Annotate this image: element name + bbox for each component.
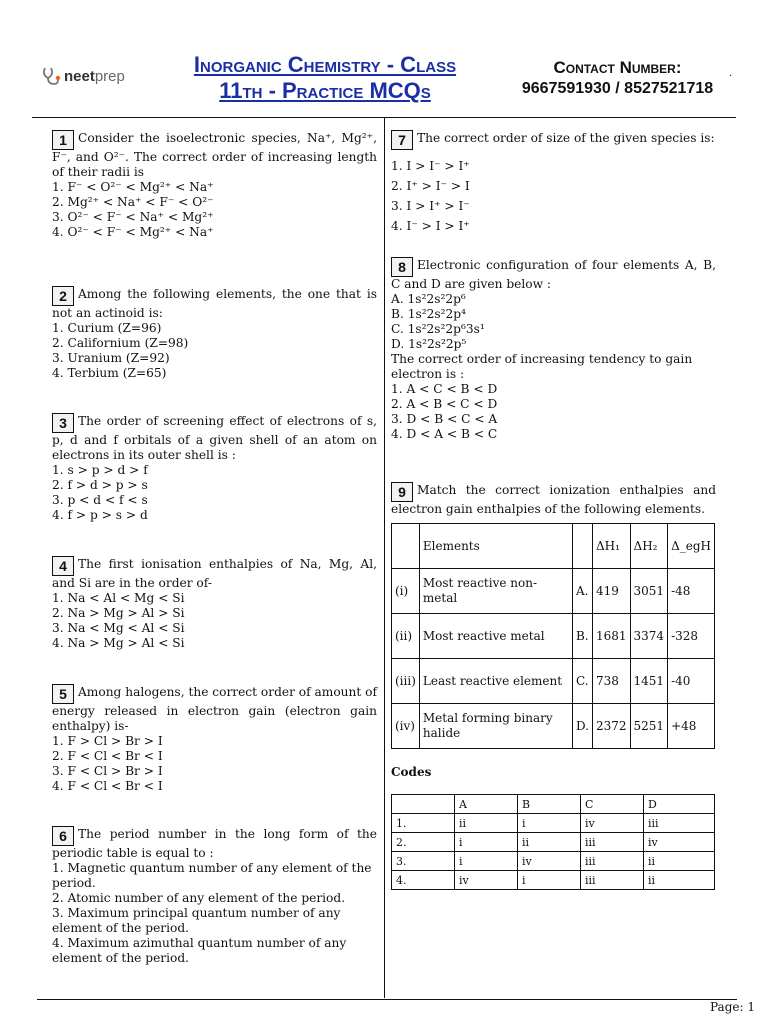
table-row xyxy=(392,569,715,614)
table-cell: 2372 xyxy=(592,704,630,749)
question-number: 8 xyxy=(391,257,413,277)
table-cell: iii xyxy=(581,833,644,852)
option-3[interactable]: 3. Uranium (Z=92) xyxy=(52,351,170,365)
option-3[interactable]: 3. p < d < f < s xyxy=(52,493,148,507)
column-divider xyxy=(384,118,385,998)
option-3[interactable]: 3. D < B < C < A xyxy=(391,412,498,426)
table-cell: iv xyxy=(581,814,644,833)
question-1 xyxy=(52,130,377,240)
option-2[interactable]: 2. Mg²⁺ < Na⁺ < F⁻ < O²⁻ xyxy=(52,195,214,209)
table-cell: ii xyxy=(455,814,518,833)
table-cell: i xyxy=(455,852,518,871)
page-number: Page: 1 xyxy=(710,1000,755,1014)
option-4[interactable]: 4. O²⁻ < F⁻ < Mg²⁺ < Na⁺ xyxy=(52,225,214,239)
table-header-cell: C xyxy=(581,795,644,814)
table-header-row xyxy=(392,795,715,814)
option-4[interactable]: 4. Terbium (Z=65) xyxy=(52,366,167,380)
table-cell: iv xyxy=(644,833,715,852)
title-line-2: 11th - Practice MCQs xyxy=(219,78,431,103)
table-row xyxy=(392,704,715,749)
question-7 xyxy=(391,130,716,236)
codes-label: Codes xyxy=(391,765,432,779)
question-number: 7 xyxy=(391,130,413,150)
table-cell: B. xyxy=(572,614,592,659)
option-2[interactable]: 2. Na > Mg > Al > Si xyxy=(52,606,185,620)
table-header-cell: ΔH₂ xyxy=(630,524,668,569)
option-4[interactable]: 4. F < Cl < Br < I xyxy=(52,779,163,793)
option-3[interactable]: 3. O²⁻ < F⁻ < Na⁺ < Mg²⁺ xyxy=(52,210,214,224)
question-9 xyxy=(391,482,716,890)
option-2[interactable]: 2. Atomic number of any element of the period. xyxy=(52,891,346,905)
config-d: D. 1s²2s²2p⁵ xyxy=(391,337,467,351)
table-cell: Most reactive non-metal xyxy=(419,569,572,614)
table-cell: 419 xyxy=(592,569,630,614)
stethoscope-icon xyxy=(40,65,62,87)
table-header-cell: B xyxy=(518,795,581,814)
table-header-cell: Elements xyxy=(419,524,572,569)
page-title xyxy=(150,52,500,104)
table-row xyxy=(392,852,715,871)
table-cell: 3051 xyxy=(630,569,668,614)
option-3[interactable]: 3. F < Cl > Br > I xyxy=(52,764,163,778)
question-stem: Electronic configuration of four elements A, B, C and D are given below : xyxy=(391,258,716,291)
table-cell: -40 xyxy=(668,659,715,704)
option-3[interactable]: 3. I > I⁺ > I⁻ xyxy=(391,199,470,213)
question-stem-2: The correct order of increasing tendency to gain electron is : xyxy=(391,352,693,381)
table-header-row xyxy=(392,524,715,569)
table-cell: +48 xyxy=(668,704,715,749)
table-cell: 5251 xyxy=(630,704,668,749)
config-b: B. 1s²2s²2p⁴ xyxy=(391,307,466,321)
table-cell: -48 xyxy=(668,569,715,614)
table-cell: i xyxy=(518,871,581,890)
option-2[interactable]: 2. Californium (Z=98) xyxy=(52,336,189,350)
table-row xyxy=(392,659,715,704)
table-cell: 1451 xyxy=(630,659,668,704)
question-stem: Among the following elements, the one that is not an actinoid is: xyxy=(52,287,377,320)
table-row xyxy=(392,871,715,890)
option-1[interactable]: 1. F⁻ < O²⁻ < Mg²⁺ < Na⁺ xyxy=(52,180,214,194)
question-number: 6 xyxy=(52,826,74,846)
option-1[interactable]: 1. s > p > d > f xyxy=(52,463,148,477)
question-5 xyxy=(52,684,377,794)
table-cell: 2. xyxy=(392,833,455,852)
table-header-cell: D xyxy=(644,795,715,814)
table-cell: i xyxy=(455,833,518,852)
contact-block xyxy=(505,57,733,99)
option-4[interactable]: 4. I⁻ > I > I⁺ xyxy=(391,219,470,233)
question-stem: The first ionisation enthalpies of Na, Mg, Al, and Si are in the order of- xyxy=(52,557,377,590)
question-stem: The correct order of size of the given species is: xyxy=(417,131,715,145)
option-2[interactable]: 2. F < Cl < Br < I xyxy=(52,749,163,763)
table-cell: 3374 xyxy=(630,614,668,659)
table-header-cell xyxy=(572,524,592,569)
table-header-cell xyxy=(392,524,420,569)
config-c: C. 1s²2s²2p⁶3s¹ xyxy=(391,322,485,336)
match-table xyxy=(391,523,715,749)
contact-numbers: 9667591930 / 8527521718 xyxy=(521,80,714,97)
option-2[interactable]: 2. A < B < C < D xyxy=(391,397,498,411)
option-4[interactable]: 4. Maximum azimuthal quantum number of any element of the period. xyxy=(52,936,347,965)
question-number: 2 xyxy=(52,286,74,306)
table-cell: (i) xyxy=(392,569,420,614)
option-4[interactable]: 4. Na > Mg > Al < Si xyxy=(52,636,185,650)
table-cell: iii xyxy=(581,852,644,871)
option-3[interactable]: 3. Maximum principal quantum number of any element of the period. xyxy=(52,906,341,935)
neetprep-logo xyxy=(40,62,125,90)
table-header-cell: ΔH₁ xyxy=(592,524,630,569)
title-line-1: Inorganic Chemistry - Class xyxy=(193,52,457,77)
option-1[interactable]: 1. Magnetic quantum number of any element of the period. xyxy=(52,861,372,890)
table-cell: Least reactive element xyxy=(419,659,572,704)
question-6 xyxy=(52,826,377,966)
question-stem: Consider the isoelectronic species, Na⁺, Mg²⁺, F⁻, and O²⁻. The correct order of increasing length of their radii is xyxy=(52,131,377,179)
table-cell: 3. xyxy=(392,852,455,871)
table-cell: ii xyxy=(644,852,715,871)
table-cell: iii xyxy=(581,871,644,890)
table-cell: ii xyxy=(518,833,581,852)
question-8 xyxy=(391,257,716,442)
option-1[interactable]: 1. Na < Al < Mg < Si xyxy=(52,591,185,605)
option-2[interactable]: 2. I⁺ > I⁻ > I xyxy=(391,179,470,193)
table-cell: A. xyxy=(572,569,592,614)
logo-text-neet: neet xyxy=(64,67,95,85)
table-cell: -328 xyxy=(668,614,715,659)
logo-text-prep: prep xyxy=(94,67,125,85)
table-cell: (iii) xyxy=(392,659,420,704)
question-stem: Among halogens, the correct order of amount of energy released in electron gain (electron gain enthalpy) is- xyxy=(52,685,377,733)
table-cell: D. xyxy=(572,704,592,749)
option-2[interactable]: 2. f > d > p > s xyxy=(52,478,148,492)
question-number: 1 xyxy=(52,130,74,150)
option-3[interactable]: 3. Na < Mg < Al < Si xyxy=(52,621,185,635)
table-header-cell: A xyxy=(455,795,518,814)
table-cell: 738 xyxy=(592,659,630,704)
question-stem: The period number in the long form of the periodic table is equal to : xyxy=(52,827,377,860)
option-4[interactable]: 4. D < A < B < C xyxy=(391,427,498,441)
table-cell: i xyxy=(518,814,581,833)
table-cell: 1. xyxy=(392,814,455,833)
table-cell: 1681 xyxy=(592,614,630,659)
question-number: 9 xyxy=(391,482,413,502)
table-cell: Metal forming binary halide xyxy=(419,704,572,749)
question-4 xyxy=(52,556,377,651)
question-2 xyxy=(52,286,377,381)
table-cell: 4. xyxy=(392,871,455,890)
option-1[interactable]: 1. Curium (Z=96) xyxy=(52,321,162,335)
config-a: A. 1s²2s²2p⁶ xyxy=(391,292,466,306)
option-1[interactable]: 1. I > I⁻ > I⁺ xyxy=(391,159,470,173)
question-stem: The order of screening effect of electrons of s, p, d and f orbitals of a given shell of an atom on electrons in its outer shell is : xyxy=(52,414,377,462)
page-header xyxy=(0,0,768,120)
question-3 xyxy=(52,413,377,523)
contact-label: Contact Number: xyxy=(553,58,682,77)
table-cell: (ii) xyxy=(392,614,420,659)
table-cell: ii xyxy=(644,871,715,890)
table-row xyxy=(392,614,715,659)
table-cell: iii xyxy=(644,814,715,833)
table-row xyxy=(392,814,715,833)
option-1[interactable]: 1. F > Cl > Br > I xyxy=(52,734,163,748)
table-cell: iv xyxy=(518,852,581,871)
table-row xyxy=(392,833,715,852)
table-header-cell xyxy=(392,795,455,814)
question-number: 3 xyxy=(52,413,74,433)
question-number: 4 xyxy=(52,556,74,576)
question-stem: Match the correct ionization enthalpies and electron gain enthalpies of the following elements. xyxy=(391,483,716,516)
question-number: 5 xyxy=(52,684,74,704)
header-dot: . xyxy=(729,68,733,79)
table-cell: C. xyxy=(572,659,592,704)
table-header-cell: Δ_egH xyxy=(668,524,715,569)
option-4[interactable]: 4. f > p > s > d xyxy=(52,508,148,522)
table-cell: (iv) xyxy=(392,704,420,749)
codes-table xyxy=(391,794,715,890)
option-1[interactable]: 1. A < C < B < D xyxy=(391,382,498,396)
footer-divider xyxy=(37,999,737,1000)
table-cell: Most reactive metal xyxy=(419,614,572,659)
table-cell: iv xyxy=(455,871,518,890)
